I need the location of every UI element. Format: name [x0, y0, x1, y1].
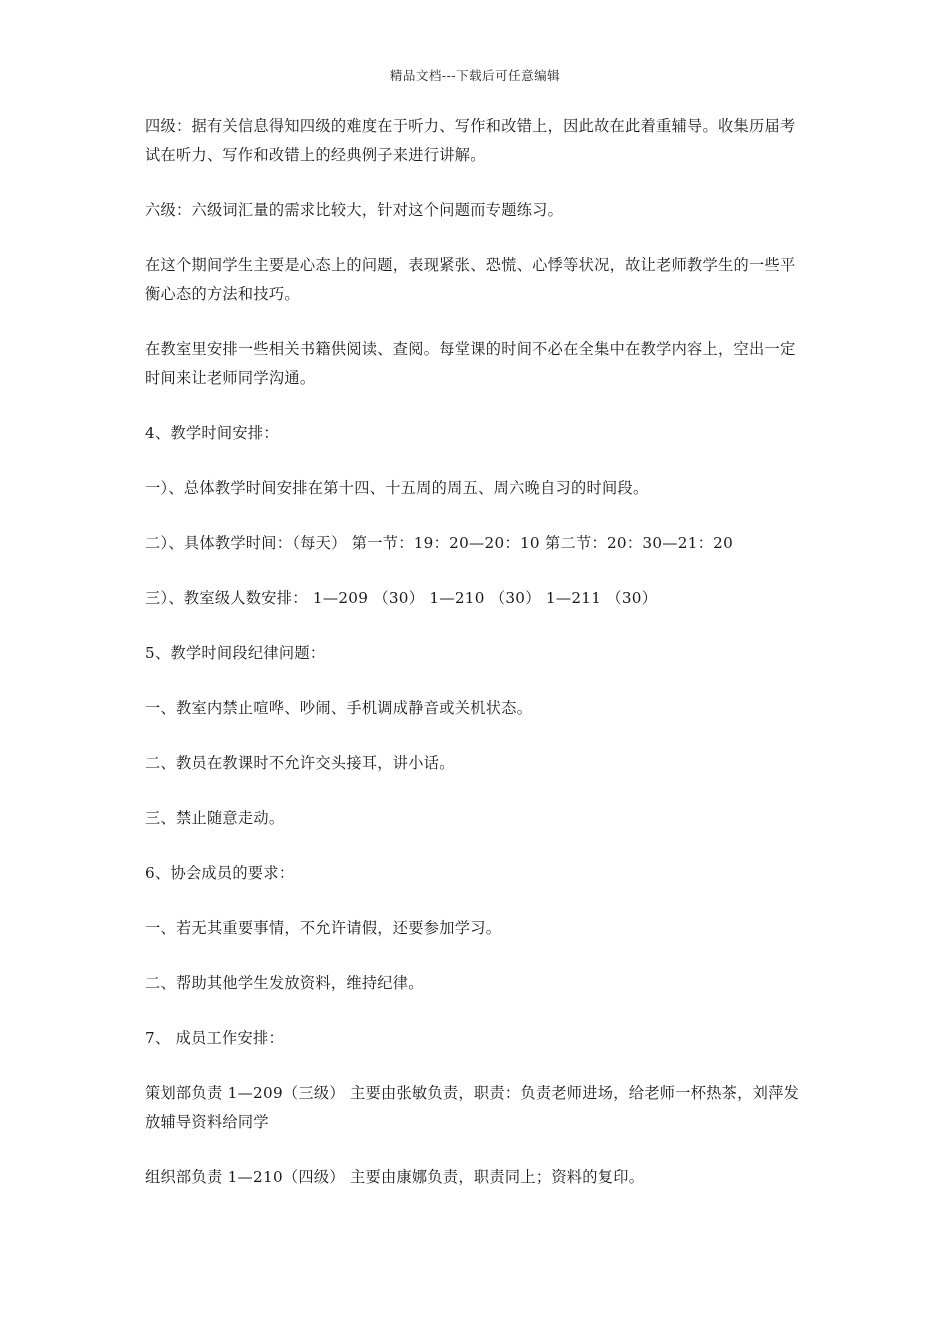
paragraph-specific-time: 二）、具体教学时间：（每天） 第一节：19：20—20：10 第二节：20：30—21：20: [145, 534, 734, 552]
page-header: 精品文档---下载后可任意编辑: [389, 68, 561, 83]
requirement-item-1: 一、若无其重要事情，不允许请假，还要参加学习。: [145, 919, 502, 937]
section-heading-member-requirements: 6、协会成员的要求：: [145, 864, 295, 882]
discipline-item-1: 一、教室内禁止喧哗、吵闹、手机调成静音或关机状态。: [145, 699, 533, 717]
requirement-item-2: 二、帮助其他学生发放资料，维持纪律。: [145, 974, 424, 992]
paragraph-classroom-count: 三）、教室级人数安排： 1—209 （30） 1—210 （30） 1—211 （30）: [145, 589, 658, 607]
work-item-organization: 组织部负责 1—210（四级） 主要由康娜负责，职责同上；资料的复印。: [145, 1168, 645, 1186]
paragraph-level4: 四级：据有关信息得知四级的难度在于听力、写作和改错上，因此故在此着重辅导。收集历届考试在听力、写作和改错上的经典例子来进行讲解。: [145, 117, 796, 164]
paragraph-reading: 在教室里安排一些相关书籍供阅读、查阅。每堂课的时间不必在全集中在教学内容上，空出一定时间来让老师同学沟通。: [145, 340, 796, 387]
paragraph-overall-time: 一）、总体教学时间安排在第十四、十五周的周五、周六晚自习的时间段。: [145, 479, 649, 497]
paragraph-level6: 六级：六级词汇量的需求比较大，针对这个问题而专题练习。: [145, 201, 564, 219]
section-heading-discipline: 5、教学时间段纪律问题：: [145, 644, 326, 662]
work-item-planning: 策划部负责 1—209（三级） 主要由张敏负责，职责：负责老师进场，给老师一杯热茶，刘萍发放辅导资料给同学: [145, 1084, 800, 1131]
section-heading-work-arrangement: 7、 成员工作安排：: [145, 1029, 284, 1047]
section-heading-schedule: 4、教学时间安排：: [145, 424, 279, 442]
discipline-item-2: 二、教员在教课时不允许交头接耳，讲小话。: [145, 754, 455, 772]
paragraph-mindset: 在这个期间学生主要是心态上的问题，表现紧张、恐慌、心悸等状况，故让老师教学生的一些平衡心态的方法和技巧。: [145, 256, 796, 303]
document-body: [145, 112, 810, 1192]
discipline-item-3: 三、禁止随意走动。: [145, 809, 285, 827]
